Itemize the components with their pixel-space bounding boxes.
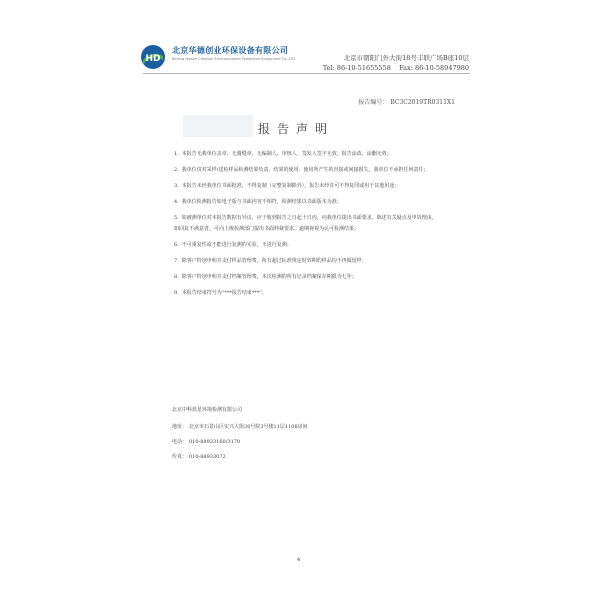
clause-number: 3.	[174, 183, 179, 189]
clause-text: 如被测单位对本报告数据有异议，应于收到报告之日起十日内，向我单位提出书面要求，陈述有关疑点及申诉理由。如回复不满意者，可向上级检测部门提出书面仲裁要求。逾期视视为认可检测结果；	[174, 215, 437, 232]
clause-item	[174, 272, 438, 283]
clause-text: 本报告结束符号为“***报告结束***”。	[181, 289, 267, 296]
footer-company: 北京中科蓝星环境检测有限公司	[172, 407, 243, 413]
page-number: 4	[297, 557, 301, 563]
address-label: 地址：	[172, 424, 188, 430]
company-address: 北京市朝阳门外大街18号丰联广场B座10层	[343, 54, 469, 62]
clause-text: 本报告无我单位盖章、无骑缝章、无编制人、审核人、签发人签字无效，报告涂改、涂删无效；	[181, 151, 392, 157]
company-name-en: Beijing Huade Creation Environmental Protection Equipment Co.,LTD	[172, 57, 296, 61]
address-value: 北京市石景山区实兴大街30号院3号楼11层1108房间	[189, 424, 308, 430]
clause-text: 我单位检测报告如电子版与书面内容不相符，检测结果以书面版本为准；	[181, 199, 342, 205]
clause-text: 本报告未经我单位书面批准，不得复制（完整复制除外），报告未经许可不得复印或用于其他用途；	[181, 183, 400, 189]
clause-item	[174, 288, 438, 299]
company-tel: Tel: 86-10-51655558	[322, 64, 391, 72]
clause-item	[174, 149, 438, 160]
clause-item	[174, 213, 438, 234]
company-tel-fax	[323, 63, 469, 73]
footer-phone	[172, 438, 240, 445]
clause-number: 7.	[174, 257, 179, 264]
clause-item	[174, 197, 438, 208]
company-fax: Fax: 86-10-58947980	[399, 64, 469, 72]
fax-label: 传真：	[172, 454, 188, 460]
clause-text: 我单位仅对采样/送检样品检测结果负责，结果的使用、使用所产生的直接或间接损失，我单位不承担任何责任；	[181, 167, 429, 173]
phone-value: 010-88933160/3170	[189, 439, 241, 445]
clause-text: 不可重复性或不能进行复测的实验，不进行复测；	[181, 241, 292, 248]
clause-text: 除客户特别申明并支付档案管理费，本次检测的所有记录档案保存期限为七年；	[181, 273, 357, 280]
report-number	[356, 97, 455, 106]
clause-number: 2.	[174, 167, 179, 173]
footer-fax	[172, 453, 226, 460]
statement-clauses	[174, 149, 438, 304]
letterhead-address	[323, 53, 469, 73]
fax-value: 010-88933072	[189, 454, 226, 460]
redaction-mark	[183, 115, 253, 137]
clause-number: 6.	[174, 241, 179, 248]
clause-number: 8.	[174, 273, 179, 280]
company-name-cn: 北京华德创业环保设备有限公司	[172, 46, 289, 55]
footer-address	[172, 423, 308, 430]
clause-number: 9.	[174, 289, 179, 296]
report-number-label: 报告编号：	[358, 99, 389, 106]
clause-number: 4.	[174, 199, 179, 205]
clause-number: 1.	[174, 151, 179, 157]
header-divider	[143, 73, 470, 74]
phone-label: 电话：	[172, 439, 188, 445]
company-logo-icon	[140, 44, 166, 70]
svg-text:HD: HD	[145, 54, 161, 64]
clause-number: 5.	[174, 215, 179, 221]
page-title: 报告声明	[258, 122, 335, 136]
clause-item	[174, 165, 438, 176]
clause-item	[174, 240, 438, 251]
report-number-value: BC3C2019TR0311X1	[390, 99, 455, 106]
clause-item	[174, 181, 438, 192]
logo-text	[172, 45, 295, 61]
clause-text: 除客户特别申明并支付样品管理费，所有超过标准规定时效期的样品均不再做留样；	[181, 257, 367, 264]
clause-item	[174, 256, 438, 267]
